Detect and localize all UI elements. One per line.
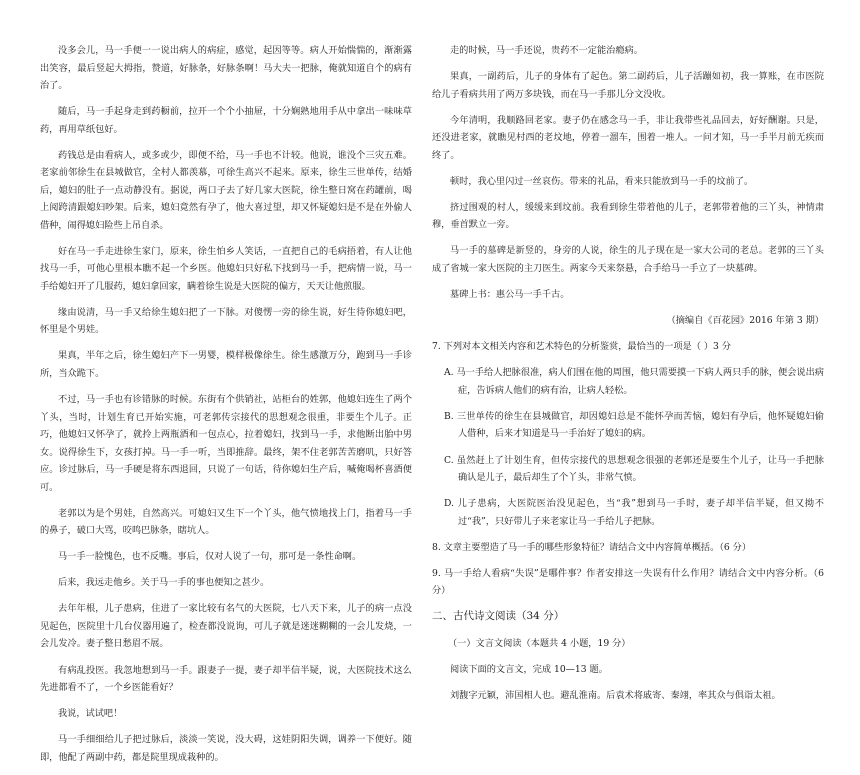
story-paragraph: 后来，我远走他乡。关于马一手的事也便知之甚少。 bbox=[58, 577, 270, 589]
story-paragraph: 没多会儿，马一手便一一说出病人的病症，感觉，起因等等。病人开始惴惴的，渐渐露出笑容，最后竖起大拇指，赞道，好脉条，好脉条啊！马大夫一把脉，俺就知道自个的病有治了。 bbox=[40, 45, 412, 91]
story-paragraph: 好在马一手走进徐生家门，原来，徐生怕乡人笑话，一直把自己的毛病捂着，有人让他找马一手，可他心里根本瞧不起一个乡医。他媳妇只好私下找到马一手，把病情一说，马一手给媳妇开了几服药，媳妇拿回家，瞒着徐生说是大医院的偏方，天天让他煎服。 bbox=[40, 245, 412, 292]
question-8: 8. 文章主要塑造了马一手的哪些形象特征？请结合文中内容简单概括。（6 分） bbox=[432, 541, 752, 553]
story-paragraph: 墓碑上书：惠公马一手千古。 bbox=[450, 289, 570, 301]
story-paragraph: 不过，马一手也有诊错脉的时候。东街有个供销社，站柜台的姓郭，他媳妇连生了两个丫头，当时，计划生育已开始实施，可老郭传宗接代的思想观念很重，非要生个儿子。正巧，他媳妇又怀孕了，就拎上两瓶酒和一包点心，拉着媳妇，找到马一手，求他断出胎中男女。说得徐生下，女孩打掉。马一手一听，当即推辞。最终，架不住老郭苦苦磨叽，只好答应。诊过脉后，马一手硬是将东西退回，只说了一句话，待你媳妇生产后，喊俺喝杯喜酒便可。 bbox=[40, 394, 412, 493]
story-paragraph: 缘由说清，马一手又给徐生媳妇把了一下脉。对傻愣一旁的徐生说，好生待你媳妇吧，怀里是个男娃。 bbox=[40, 306, 412, 336]
option-b: B. 三世单传的徐生在县城做官，却因媳妇总是不能怀孕而苦恼，媳妇有孕后，他怀疑媳妇偷人借种，后来才知道是马一手治好了媳妇的病。 bbox=[444, 410, 824, 440]
section-heading: 二、古代诗文阅读（34 分） bbox=[432, 610, 565, 623]
story-paragraph: 走的时候，马一手还说，贵药不一定能治瘾病。 bbox=[450, 45, 643, 56]
story-paragraph: 今年清明，我顺路回老家。妻子仍在感念马一手，非让我带些礼品回去，好好酬谢。只是，还没进老家，就瞧见村西的老坟地，停着一溜车，围着一堆人。一问才知，马一手半月前无疾而终了。 bbox=[432, 114, 824, 161]
source-citation: （摘编自《百花园》2016 年第 3 期） bbox=[666, 315, 824, 327]
right-column bbox=[432, 42, 824, 713]
story-paragraph: 顿时，我心里闪过一丝哀伤。带来的礼品，看来只能放到马一手的坟前了。 bbox=[450, 175, 754, 187]
classical-text: 刘馥字元颖，沛国相人也。避乱淮南。后袁术将戚寄、秦翊，率其众与俱诣太祖。 bbox=[450, 689, 781, 701]
reading-instruction: 阅读下面的文言文，完成 10—13 题。 bbox=[450, 663, 608, 675]
story-paragraph: 老郭以为是个男娃，自然高兴。可媳妇又生下一个丫头，他气愤地找上门，指着马一手的鼻子，破口大骂，咬鸣巴脉条，瞎坑人。 bbox=[40, 507, 412, 537]
story-paragraph: 药钱总是由看病人，或多或少，即便不给，马一手也不计较。他说，谁没个三灾五难。老家前邻徐生在县城做官，全村人都羡慕，可徐生高兴不起来。原来，徐生三世单传，结婚后，媳妇的肚子一点动静没有。据说，两口子去了好几家大医院，徐生整日窝在药罐前，喝上阅跨清跟媳妇吵架。后来，媳妇竟然有孕了，他大喜过望，却又怀疑媳妇是不是在外偷人借种，闹得媳妇险些上吊自杀。 bbox=[40, 149, 412, 231]
story-paragraph: 随后，马一手起身走到药橱前，拉开一个个小抽屉，十分娴熟地用手从中拿出一味味草药，再用草纸包好。 bbox=[40, 106, 412, 135]
story-paragraph: 去年年根，儿子患病，住进了一家比较有名气的大医院，七八天下来，儿子的病一点没见起色，医院里十几台仪器用遍了，检查都没说询，可儿子就是迷迷糊糊的一会儿发烧，一会儿发冷。妻子整日愁眉不展。 bbox=[40, 603, 412, 650]
story-paragraph: 有病乱投医。我忽地想到马一手。跟妻子一提，妻子却半信半疑，说，大医院技术这么先进都看不了，一个乡医能看好？ bbox=[40, 664, 412, 694]
story-paragraph: 我说，试试吧！ bbox=[58, 708, 123, 720]
question-7: 7. 下列对本文相关内容和艺术特色的分析鉴赏，最恰当的一项是（ ）3 分 bbox=[432, 341, 731, 353]
story-paragraph: 挤过围观的村人，缓缓来到坟前。我看到徐生带着他的儿子，老郭带着他的三丫头，神情肃穆，垂首默立一旁。 bbox=[432, 201, 824, 231]
story-paragraph: 马一手一脸愧色，也不反嘴。事后，仅对人说了一句，那可是一条性命啊。 bbox=[58, 551, 362, 563]
story-paragraph: 果真，一副药后，儿子的身体有了起色。第二副药后，儿子活蹦如初，我一算账，在市医院给儿子看病共用了两万多块钱，而在马一手那儿分文没收。 bbox=[432, 71, 824, 100]
subsection-heading: （一）文言文阅读（本题共 4 小题，19 分） bbox=[448, 637, 631, 649]
story-paragraph: 果真，半年之后，徐生媳妇产下一男婴，模样极像徐生。徐生感激万分，跑到马一手诊所，当众跪下。 bbox=[40, 350, 412, 379]
story-paragraph: 马一手的墓碑是新竖的，身旁的人说，徐生的儿子现在是一家大公司的老总。老郭的三丫头成了省城一家大医院的主刀医生。两家今天来祭悬，合手给马一手立了一块墓碑。 bbox=[432, 245, 824, 274]
option-c: C. 虽然赶上了计划生育，但传宗接代的思想观念很强的老郭还是要生个儿子，让马一手把脉确认是儿子，最后却生了个丫头，非常气愤。 bbox=[444, 454, 824, 484]
story-paragraph: 马一手细细给儿子把过脉后，淡淡一笑说，没大碍，这娃阴阳失调，调养一下便好。随即，他配了两副中药，都是院里现成栽种的。 bbox=[40, 734, 412, 763]
option-d: D. 儿子患病，大医院医治没见起色，当“我”想到马一手时，妻子却半信半疑，但又拗不过“我”，只好带儿子来老家让马一手给儿子把脉。 bbox=[444, 498, 824, 527]
left-column bbox=[40, 42, 412, 775]
option-a: A. 马一手给人把脉很准，病人们围在他的周围，他只需要摸一下病人两只手的脉，便会说出病症，告诉病人他们的病有治，让病人轻松。 bbox=[444, 367, 824, 396]
question-9: 9. 马一手给人看病“失误”是哪件事？作者安排这一失误有什么作用？请结合文中内容分析。（6 分） bbox=[432, 567, 824, 597]
